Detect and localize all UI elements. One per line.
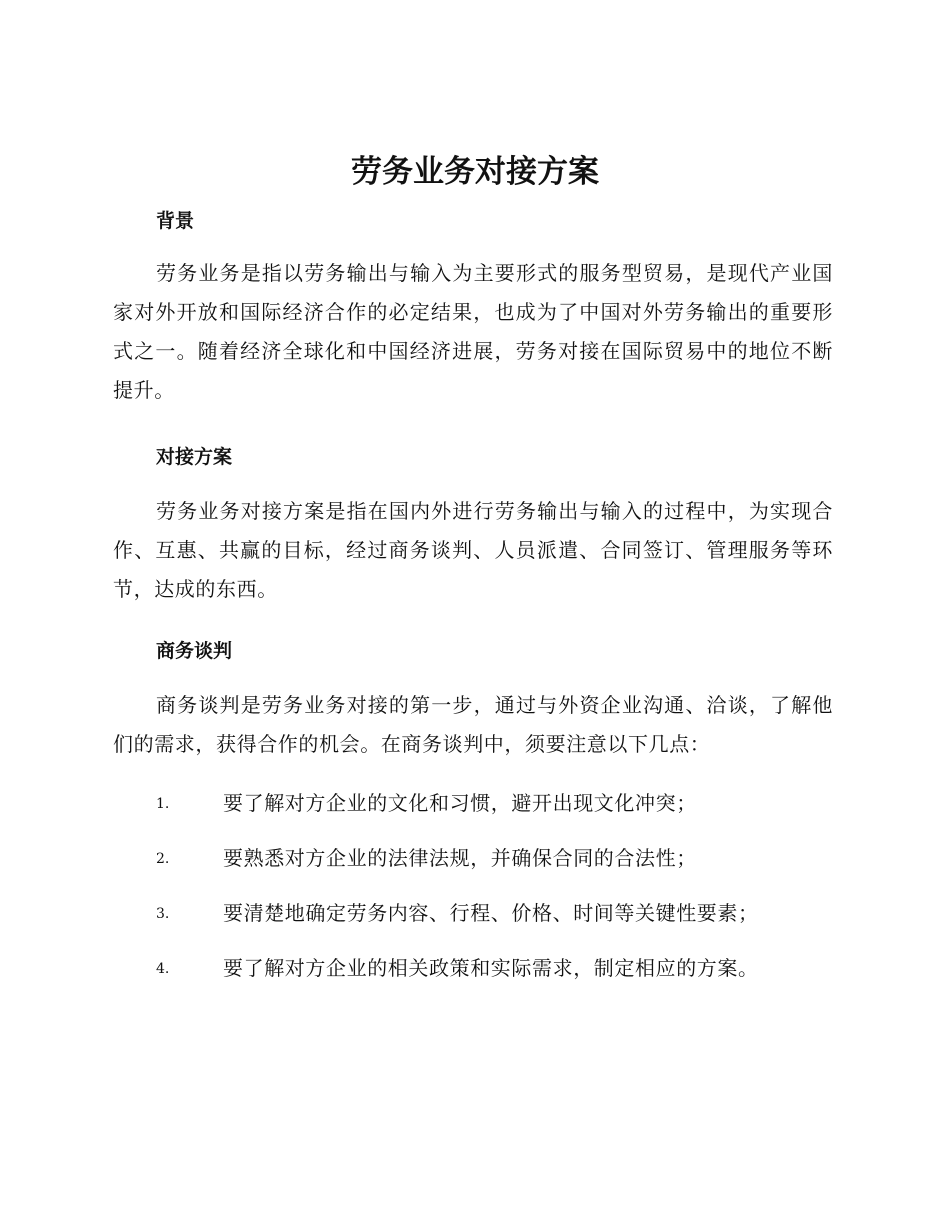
list-item-number: 4. — [156, 961, 170, 977]
section-paragraph-plan: 劳务业务对接方案是指在国内外进行劳务输出与输入的过程中，为实现合作、互惠、共赢的目标，经过商务谈判、人员派遣、合同签订、管理服务等环节，达成的东西。 — [113, 499, 833, 601]
list-item-text: 要了解对方企业的文化和习惯，避开出现文化冲突； — [223, 791, 697, 815]
list-item-text: 要熟悉对方企业的法律法规，并确保合同的合法性； — [223, 846, 697, 870]
section-paragraph-background: 劳务业务是指以劳务输出与输入为主要形式的服务型贸易，是现代产业国家对外开放和国际经济合作的必定结果，也成为了中国对外劳务输出的重要形式之一。随着经济全球化和中国经济进展，劳务对接在国际贸易中的地位不断提升。 — [113, 261, 833, 402]
section-heading-background: 背景 — [156, 210, 195, 232]
list-item-number: 3. — [156, 906, 170, 922]
list-item-text: 要清楚地确定劳务内容、行程、价格、时间等关键性要素； — [223, 901, 759, 925]
list-item-text: 要了解对方企业的相关政策和实际需求，制定相应的方案。 — [223, 956, 759, 980]
list-item-number: 2. — [156, 851, 170, 867]
document-title: 劳务业务对接方案 — [351, 154, 599, 190]
list-item-number: 1. — [156, 796, 170, 812]
section-paragraph-negotiation: 商务谈判是劳务业务对接的第一步，通过与外资企业沟通、洽谈，了解他们的需求，获得合作的机会。在商务谈判中，须要注意以下几点： — [113, 693, 833, 756]
section-heading-negotiation: 商务谈判 — [156, 640, 233, 662]
section-heading-plan: 对接方案 — [156, 446, 233, 468]
